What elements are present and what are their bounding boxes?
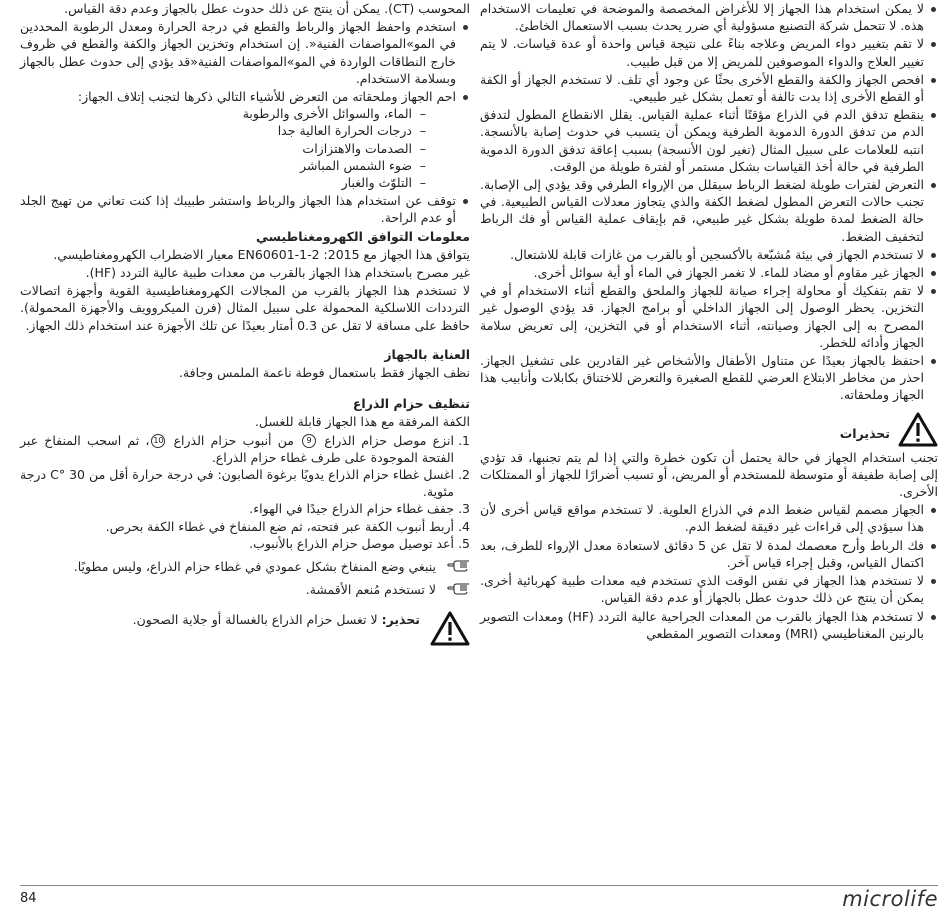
step-number: 1.: [458, 432, 470, 448]
care-text: نظف الجهاز فقط باستعمال فوطة ناعمة الملمس وجافة.: [178, 365, 470, 381]
list-item: احتفظ بالجهاز بعيدًا عن متناول الأطفال والأشخاص غير القادرين على تشغيل الجهاز. احذر من مخاطر الابتلاع العرضي للقطع الصغيرة والتعرض للاختناق بكابلات وأنابيب هذا الجهاز وملحقاته.: [480, 352, 938, 404]
hazard-list: [20, 105, 426, 191]
list-item: التعرض لفترات طويلة لضغط الرباط سيقلل من الإرواء الطرفي وقد يؤدي إلى الإصابة. تجنب حالات التعرض المطول لضغط الكفة والذي يتجاوز معدلات القياس الطبيعية. في حالة الضغط لمدة طويلة بشكل غير طبيعي، قم بإيقاف عملية القياس أو فك الرباط لتخفيف الضغط.: [480, 176, 938, 245]
note-text: لا تستخدم مُنعم الأقمشة.: [305, 582, 436, 598]
note: [20, 558, 470, 575]
list-item: افحص الجهاز والكفة والقطع الأخرى بحثًا عن وجود أي تلف. لا تستخدم الجهاز أو الكفة أو القطع الأخرى إذا بدت تالفة أو تعمل بشكل غير طبيعي.: [480, 71, 938, 105]
step-item: 3. جفف غطاء حزام الذراع جيدًا في الهواء.: [249, 501, 470, 517]
step-number: 2.: [458, 467, 470, 483]
step-number: 3.: [458, 501, 470, 517]
pointing-hand-icon: [444, 581, 470, 595]
hazard-item: – الماء، والسوائل الأخرى والرطوبة: [20, 105, 426, 122]
emc-paragraph: غير مصرح باستخدام هذا الجهاز بالقرب من معدات طبية عالية التردد (HF).: [85, 265, 470, 281]
list-item: توقف عن استخدام هذا الجهاز والرباط واستشر طبيبك إذا كنت تعاني من تهيج الجلد أو عدم الراحة.: [20, 192, 470, 226]
right-column: [480, 0, 938, 643]
list-item: الجهاز مصمم لقياس ضغط الدم في الذراع العلوية. لا تستخدم مواقع قياس أخرى لأن هذا سيؤدي إلى قراءات غير دقيقة لضغط الدم.: [480, 501, 938, 535]
step-item: 5. أعد توصيل موصل حزام الذراع بالأنبوب.: [249, 535, 470, 551]
list-item: استخدم واحفظ الجهاز والرباط والقطع في درجة الحرارة ومعدل الرطوبة المحددين في المو»المواصفات الفنية«. إن استخدام وتخزين الجهاز والكفة والقطع في ظروف خارج النطاقات الواردة في المو»المواصفات الفنية«قد يؤدي إلى حدوث عطل بالجهاز وبسلامة الاستخدام.: [20, 18, 470, 87]
step-number: 4.: [458, 518, 470, 534]
caution-block: [20, 611, 470, 646]
step-item: 4. أربط أنبوب الكفة عبر فتحته، ثم ضع المنفاخ في غطاء الكفة بحرص.: [105, 518, 470, 534]
emc-paragraph: لا تستخدم هذا الجهاز بالقرب من المجالات الكهرومغناطيسية القوية وأجهزة اتصالات الترددات اللاسلكية المحمولة على سبيل المثال (فرن الميكروويف والأجهزة المحمولة). حافظ على مسافة لا تقل عن 0.3 أمتار بعيدًا عن تلك الأجهزة عند استخدام ذلك الجهاز.: [20, 283, 470, 333]
safety-list-bottom: [480, 501, 938, 642]
left-column: [20, 0, 470, 646]
list-item: لا تستخدم هذا الجهاز بالقرب من المعدات الجراحية عالية التردد (HF) ومعدات التصوير بالرنين المغناطيسي (MRI) ومعدات التصوير المقطعي: [480, 608, 938, 642]
care-title: العناية بالجهاز: [384, 346, 470, 362]
hazard-item: – الصدمات والاهتزازات: [20, 140, 426, 157]
list-item: ينقطع تدفق الدم في الذراع مؤقتًا أثناء عملية القياس. يقلل الانقطاع المطول لتدفق الدم من تدفق الدورة الدموية الطرفية ويمكن أن يتسبب في حدوث إصابة بالأنسجة. انتبه للعلامات على سبيل المثال (تغير لون الأنسجة) بسبب إعاقة تدفق الدورة الدموية الطرفية في حالة أخذ القياسات بشكل مستمر أو لفترة طويلة من الوقت.: [480, 106, 938, 175]
cleaning-steps: [20, 432, 470, 552]
footer-divider: [20, 885, 938, 886]
warnings-intro: تجنب استخدام الجهاز في حالة يحتمل أن تكون خطرة والتي إذا لم يتم تجنبها، قد تؤدي إلى إصابة طفيفة أو متوسطة للمستخدم أو المريض، أو تسبب أضرارًا للجهاز أو الممتلكات الأخرى.: [480, 449, 938, 500]
protect-text: احم الجهاز وملحقاته من التعرض للأشياء التالي ذكرها لتجنب إتلاف الجهاز:: [77, 89, 456, 105]
note: [20, 581, 470, 598]
note-text: ينبغي وضع المنفاخ بشكل عمودي في غطاء حزام الذراع، وليس مطويًا.: [73, 559, 436, 575]
list-item: الجهاز غير مقاوم أو مضاد للماء. لا تغمر الجهاز في الماء أو أية سوائل أخرى.: [480, 264, 938, 281]
step-item: 2. اغسل غطاء حزام الذراع يدويًا برغوة الصابون: في درجة حرارة أقل من 30 °C درجة مئوية.: [20, 467, 470, 500]
callout-number: 9: [302, 434, 316, 448]
pointing-hand-icon: [444, 558, 470, 572]
caution-label: تحذير:: [381, 611, 420, 627]
hazard-item: – ضوء الشمس المباشر: [20, 157, 426, 174]
page-number: 84: [20, 891, 37, 906]
warnings-heading: [480, 412, 938, 447]
list-item: لا تستخدم هذا الجهاز في نفس الوقت الذي تستخدم فيه معدات طبية كهربائية أخرى. يمكن أن ينتج عن ذلك حدوث عطل بالجهاز أو عدم دقة القياس.: [480, 572, 938, 606]
safety-list-top: [480, 0, 938, 404]
emc-title: معلومات التوافق الكهرومغناطيسي: [256, 228, 470, 244]
list-item: لا تستخدم الجهاز في بيئة مُشبّعة بالأكسجين أو بالقرب من غازات قابلة للاشتعال.: [480, 246, 938, 263]
hazard-item: – التلوّث والغبار: [20, 174, 426, 191]
caution-text: تحذير: لا تغسل حزام الذراع بالغسالة أو جلاية الصحون.: [132, 611, 420, 627]
list-item: لا تقم بتفكيك أو محاولة إجراء صيانة للجهاز والملحق والقطع أثناء الاستخدام أو في التخزين. يحظر الوصول إلى الجهاز الداخلي أو برامج الجهاز. قد يؤدي الوصول غير المصرح به إلى الجهاز وصيانته، أثناء الاستخدام أو في التخزين، إلى تعريض سلامة الجهاز وأدائه للخطر.: [480, 282, 938, 351]
storage-list: [20, 18, 470, 226]
list-item: فك الرباط وأرح معصمك لمدة لا تقل عن 5 دقائق لاستعادة معدل الإرواء للطرف، بعد اكتمال القياس، وقبل إجراء قياس آخر.: [480, 537, 938, 571]
warning-triangle-icon: [430, 611, 470, 646]
list-item: لا تقم بتغيير دواء المريض وعلاجه بناءً على نتيجة قياس واحدة أو عدة قياسات. لا يتم تغيير العلاج والدواء الموصوفين للمريض إلا من قبل طبيب.: [480, 35, 938, 69]
brand-logo: microlife: [842, 887, 938, 911]
cuff-intro: الكفة المرفقة مع هذا الجهاز قابلة للغسل.: [254, 414, 470, 430]
emc-paragraph: يتوافق هذا الجهاز مع EN60601-1-2 :2015 معيار الاضطراب الكهرومغناطيسي.: [53, 246, 470, 262]
cuff-cleaning-title: تنظيف حزام الذراع: [352, 396, 470, 412]
step-item: 1. انزع موصل حزام الذراع 9 من أنبوب حزام الذراع 10، ثم اسحب المنفاخ عبر الفتحة الموجودة على طرف غطاء حزام الذراع.: [20, 432, 470, 465]
list-item: لا يمكن استخدام هذا الجهاز إلا للأغراض المخصصة والموضحة في تعليمات الاستخدام هذه. لا تتحمل شركة التصنيع مسؤولية أي ضرر يحدث بسبب الاستعمال الخاطئ.: [480, 0, 938, 34]
warnings-title: تحذيرات: [839, 426, 890, 442]
list-item: [20, 88, 470, 191]
hazard-item: – درجات الحرارة العالية جدا: [20, 122, 426, 139]
continuation-text: المحوسب (CT). يمكن أن ينتج عن ذلك حدوث عطل بالجهاز وعدم دقة القياس.: [64, 1, 470, 16]
callout-number: 10: [151, 434, 165, 448]
warning-triangle-icon: [898, 412, 938, 447]
step-number: 5.: [458, 535, 470, 551]
